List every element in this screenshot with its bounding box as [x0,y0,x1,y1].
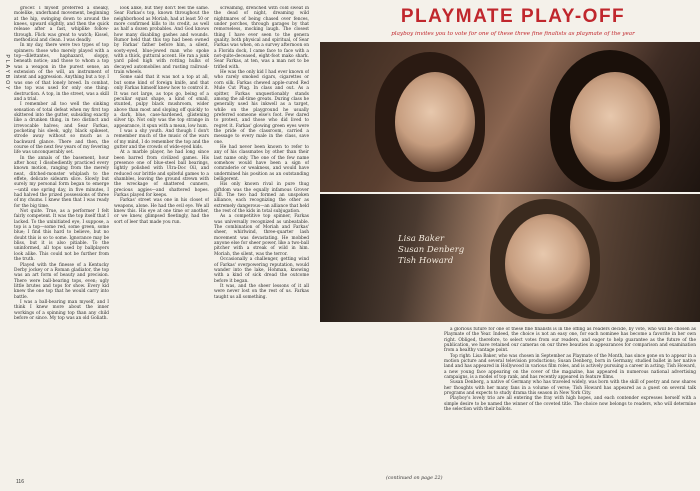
margin-label [2,30,12,110]
paragraph: Played with the finesse of a Kentucky Derby jockey or a Roman gladiator, the top was an art form of beauty and precision. There were ball-bearing tops, even; ugly little brutes and tops for show. Every kid knew the one top that he would carry into battle. [14,262,109,300]
paragraph: Not quite. True, as a performer I felt fairly competent. It was the top itself that I lacked. To the uninitiated eye, I suppose, a top is a top—some red, some green, some blue; I find this hard to believe, but no doubt this is so to some. Ignorance may be bliss, but it is also pitiable. To the uninformed, all tops used by ballplayers look alike. This could not be further from the truth. [14,209,109,263]
finalist-name: Lisa Baker [398,234,445,244]
paragraph: Playboy's lovely trio are all entering the fray with high hopes, and each contender expresses herself with a simple desire to be named the winner of the coveted title. The choice now belongs to readers, who will determine the selection with their ballots. [444,396,696,413]
margin-label-text: PLAYBOY [4,54,10,92]
photo-face-2 [570,72,660,182]
photo-tish-howard [320,194,700,322]
finalist-name: Tish Howard [398,256,454,266]
column-2 [114,6,209,484]
paragraph: grocer. I myself preferred a sneaky, molelike, underhand movement, beginning at the hip, swinging down to around the knees, upward slightly, and then the quick release after a fast, whiplike follow-through. Flick was great to watch; Kissel, methodical and clean. I was deadly. [14,6,109,44]
paragraph: It was, and the sheer lessons of it all were never lost on the rest of us. Farkas taught us all something. [214,283,309,300]
paragraph: Susan Denberg, a native of Germany who has traveled widely, was born with the skill of poetry and now shares her thoughts with her many fans in a volume of verse; Tish Howard has appeared as a guest on several talk programs and expects to study drama this season in New York City. [444,380,696,397]
intro-text [444,327,696,487]
photo-face [395,72,475,172]
article-title: PLAYMATE PLAY-OFF [400,6,626,27]
column-1 [14,6,109,484]
paragraph: At a marble player, he had long since been barred from civilized games. His presence one of blue-steel ball bearings, lightly polished with Ulra-Doc Oil, and reduced our brittle and spiteful games to a shambles, leaving the ground strewn with the wreckage of shattered cunners, precious aggies—and shattered hopes. Farkas played for keeps. [114,150,209,199]
paragraph: Farkas' street was one in his closet of weapons, alone. He had the evil eye. We all knew this. His eye at one time or another, or we knew, glimpsed fleetingly, had the sort of leer that made you run. [114,198,209,225]
paragraph: Top right: Lisa Baker, who was chosen in September as Playmate of the Month, has since gone on to appear in a motion picture and several television productions; Susan Denberg, born in Germany, studied ballet in her native land and has appeared in Hollywood in various film roles, and is actively pursuing a career in acting; Tish Howard, a new young face appearing on the cover of the magazine, has appeared in numerous national advertising campaigns, is a model of top rank, and has recently appeared in feature films. [444,353,696,381]
paragraph: I remember all too well the sinking sensation of total defeat when my first top skittered into the gutter, subsiding exactly like a drunken thing, in two distinct and irrevocable halves; and Sear Farkas, pocketing his sleek, ugly, black spikeset, strode away without so much as a backward glance. There and then, the course of the next few years of my fevering life was unconquerably set. [14,102,109,156]
paragraph: Some said that it was not a top at all, but some kind of foreign knife, and that only Farkas himself knew how to control it. It was not large, as tops go, being of a peculiar squat shape, a kind of small, stunted, pulpy black mushroom, wider above than most and sloping off quickly to a dark, blue, case-hardened, glistening silver tip. Not only was the top strange in appearance, it spun with a mean, low hum. [114,75,209,129]
paragraph: His only known rival in pure thug giftdom was the equally infamous Grover Dill. The two had formed an unspoken alliance, each recognizing the other as extremely dangerous—an alliance that held the rest of the kids in total subjugation. [214,182,309,215]
finalist-names [398,234,488,267]
paragraph: look alike, but they don't feel the same. Sear Farkas's top, known throughout the neighborhood as Moriah, had at least 50 or more confirmed kills to its credit, as well as half a dozen probables. And God knows how many disabling gashes and wounds. Rumor held that this top had been owned by Farkas' father before him, a silent, sooty-eyed, blue-jowed man who spoke with a thick, guttural accent. He ran a junk yard piled high with rotting hulks of decayed automobiles and rusting railroad-train wheels. [114,6,209,76]
paragraph: In my day, there were two types of top spinners: those who merely played with a top—dilettantes, haphazard, sloppy, beneath notice; and those to whom a top was a weapon in the purest sense, an extension of the will, an instrument of intent and aggression. Anything but a toy. I was one of that lonely breed. In combat, the top was used for only one thing: destruction. A top, in the street, was a skill and a trial. [14,43,109,102]
column-3 [214,6,309,484]
paragraph: In the annals of the basement, hour after hour, I disobediently practiced every known motion, ranging from the merely neat, ditched-monster whiplash to the effete, delicate sidearm slice. Slowly but surely my personal form began to emerge—until one spring day, in five minutes, I had halved the prized possessions of three of my chums. I knew then that I was ready for the big time. [14,155,109,209]
page-number: 116 [16,479,24,485]
paragraph: screaming, drenched with cold sweat in the dead of night, dreaming wild nightmares of being chased over fences, under porches, through garages by that remorseless, mocking laugh. The closest thing I have ever seen to the genera quality, both physical and spiritual, of Sear Farkas was when, on a survey afternoon on a Florida dock, I came face to face with a not-quite-deceased, eight-foot mako shark. Sear Farkas, at ten, was a man not to be trifled with. [214,6,309,70]
paragraph: I was a shy youth. And though I don't remember much of the music of the wars of my mind, I do remember the top and the gutter and the crowds of wide-eyed kids. [114,128,209,150]
paragraph: a glorious future for one of these fine finalists is in the offing as readers decide, by vote, who will be chosen as Playmate of the Year. Indeed, the choice is not an easy one, for each nominee has become a favorite in her own right. Obliged, therefore, to select votes from our readers, and eager to help guarantee as the future of the publication, we have retained our cameras on our three beauties in appearances for comparison and examination from a healthy vantage point. [444,327,696,354]
photo-lisa-baker [320,42,700,192]
continued-note: (continued on page 22) [386,476,443,481]
article-subtitle: playboy invites you to vote for one of these three fine finalists as playmate of the year [391,31,635,37]
paragraph: As a competitive top spinner, Farkas was universally recognized as unbeatable. The combination of Moriah and Farkas' sheer, whirlwind, three-quarter lash movement was devastating. He mobbed anyone else for sheer power, like a two-ball pitcher with a streak of wild in him. Moriah, the silent, was the terror. [214,214,309,257]
paragraph: He had never been known to refer to any of his classmates by other than their last name only. The one of the few name somehow would have been a sign of comraderie or weakness, and would have undermined his position as an outstanding belligerent. [214,144,309,182]
paragraph: I was a ball-bearing man myself, and I think I knew more about the inner workings of a spinning top than any child before or since. My top was an old Goliath. [14,299,109,321]
paragraph: He was the only kid I had ever known of who rarely smoked cigars, cigarettes or corn silk. Farkas chewed apple-cured Red Mule Cut Plug. In class and out. As a spitter, Farkas unquestionably stands among the all-time greats. During class he generally used his inkwell as a target, while on the playground he usually preferred someone else's foot. Few dared to protest, and those who did lived to regret it. Farkas' glowing green eyes were the pride of the classroom, carried a message to every male in the class, save one. [214,70,309,145]
finalist-name: Susan Denberg [398,245,465,255]
paragraph: Occasionally a challenger, getting wind of Farkas' overpowering reputation, would wander into the lake, Hohman, knowing with a kind of sick dread the outcome before it began. [214,257,309,284]
photo-face-3 [505,214,590,314]
